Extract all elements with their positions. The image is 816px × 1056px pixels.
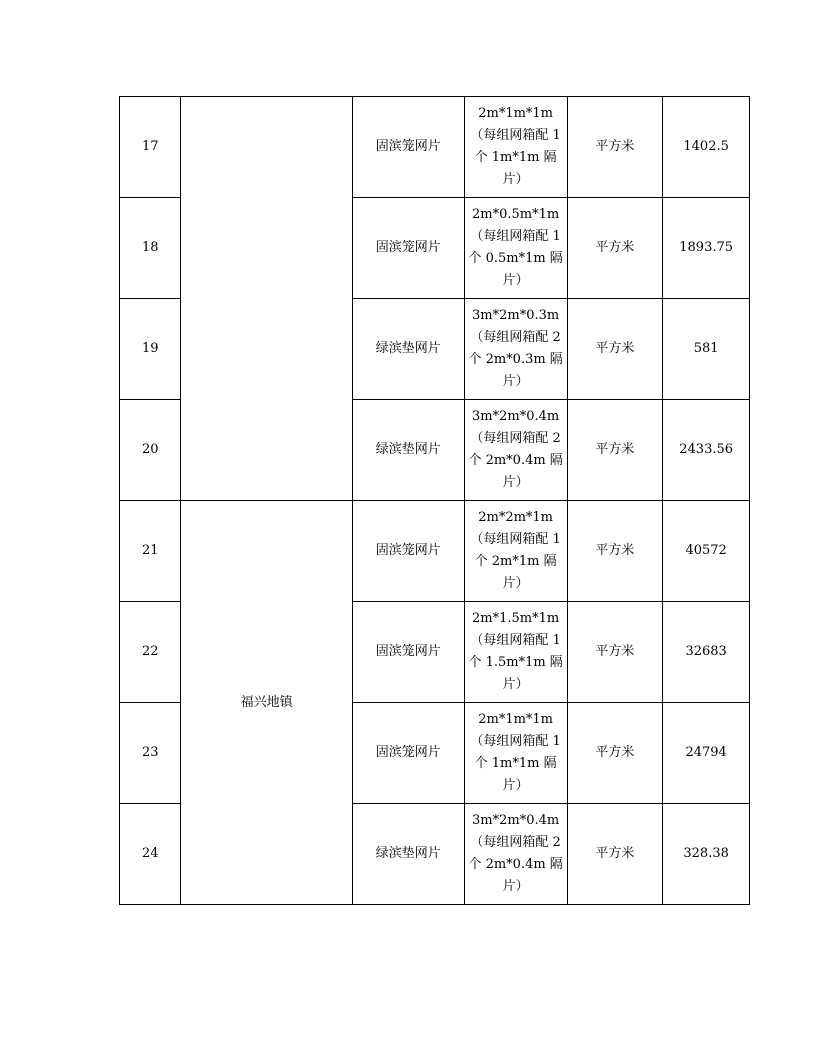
spec-text: 2m*2m*1m（每组网箱配 1 个 2m*1m 隔片）: [470, 510, 561, 591]
spec-cell: [464, 400, 567, 501]
spec-text: 2m*1.5m*1m（每组网箱配 1 个 1.5m*1m 隔片）: [468, 611, 563, 692]
unit-cell: 平方米: [567, 97, 663, 198]
material-table: [119, 96, 750, 905]
town-cell: [181, 97, 352, 501]
unit-cell: 平方米: [567, 198, 663, 299]
unit-cell: 平方米: [567, 602, 663, 703]
row-number: 21: [120, 501, 181, 602]
unit-cell: 平方米: [567, 501, 663, 602]
table-row: [120, 501, 750, 602]
row-number: 17: [120, 97, 181, 198]
item-name: 绿滨垫网片: [352, 400, 464, 501]
spec-cell: [464, 602, 567, 703]
spec-cell: [464, 501, 567, 602]
item-name: 固滨笼网片: [352, 703, 464, 804]
spec-text: 3m*2m*0.4m（每组网箱配 2 个 2m*0.4m 隔片）: [468, 409, 563, 490]
row-number: 18: [120, 198, 181, 299]
spec-cell: [464, 198, 567, 299]
spec-cell: [464, 97, 567, 198]
spec-cell: [464, 299, 567, 400]
quantity-cell: 32683: [663, 602, 750, 703]
spec-text: 2m*1m*1m（每组网箱配 1 个 1m*1m 隔片）: [470, 106, 561, 187]
unit-cell: 平方米: [567, 804, 663, 905]
spec-cell: [464, 703, 567, 804]
quantity-cell: 2433.56: [663, 400, 750, 501]
spec-text: 2m*0.5m*1m（每组网箱配 1 个 0.5m*1m 隔片）: [468, 207, 563, 288]
quantity-cell: 24794: [663, 703, 750, 804]
quantity-cell: 1402.5: [663, 97, 750, 198]
table-row: [120, 97, 750, 198]
item-name: 绿滨垫网片: [352, 299, 464, 400]
item-name: 绿滨垫网片: [352, 804, 464, 905]
quantity-cell: 1893.75: [663, 198, 750, 299]
spec-text: 2m*1m*1m（每组网箱配 1 个 1m*1m 隔片）: [470, 712, 561, 793]
unit-cell: 平方米: [567, 299, 663, 400]
row-number: 24: [120, 804, 181, 905]
spec-cell: [464, 804, 567, 905]
unit-cell: 平方米: [567, 400, 663, 501]
row-number: 19: [120, 299, 181, 400]
row-number: 23: [120, 703, 181, 804]
quantity-cell: 328.38: [663, 804, 750, 905]
spec-text: 3m*2m*0.3m（每组网箱配 2 个 2m*0.3m 隔片）: [468, 308, 563, 389]
item-name: 固滨笼网片: [352, 97, 464, 198]
item-name: 固滨笼网片: [352, 501, 464, 602]
item-name: 固滨笼网片: [352, 602, 464, 703]
spec-text: 3m*2m*0.4m（每组网箱配 2 个 2m*0.4m 隔片）: [468, 813, 563, 894]
row-number: 22: [120, 602, 181, 703]
quantity-cell: 40572: [663, 501, 750, 602]
quantity-cell: 581: [663, 299, 750, 400]
row-number: 20: [120, 400, 181, 501]
town-cell: 福兴地镇: [181, 501, 352, 905]
unit-cell: 平方米: [567, 703, 663, 804]
item-name: 固滨笼网片: [352, 198, 464, 299]
